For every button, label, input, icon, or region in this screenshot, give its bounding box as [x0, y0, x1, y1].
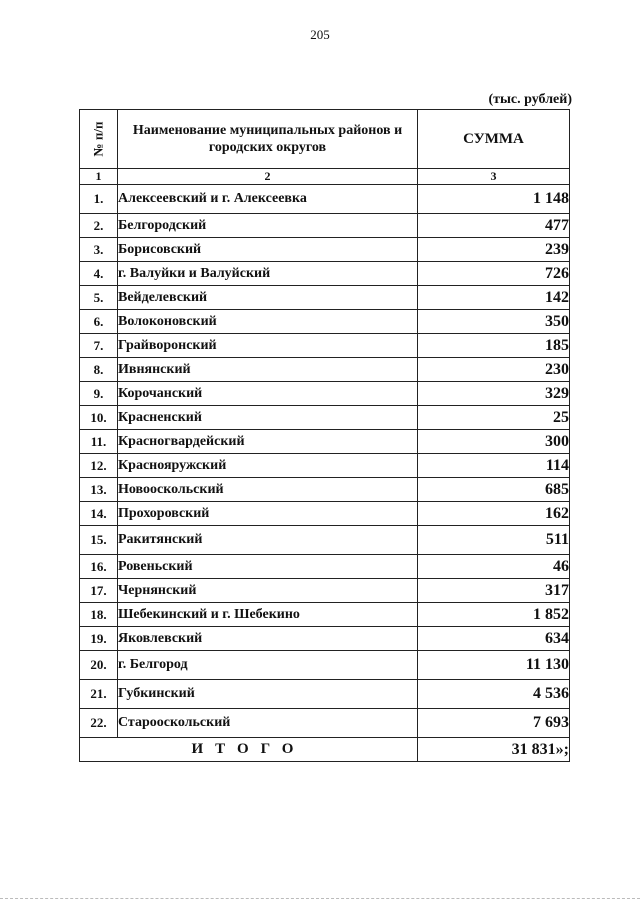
table-header-row	[80, 110, 570, 169]
row-sum: 11 130	[418, 651, 570, 680]
row-sum: 317	[418, 579, 570, 603]
row-name: Алексеевский и г. Алексеевка	[118, 185, 418, 214]
table-row	[80, 262, 570, 286]
table-row	[80, 214, 570, 238]
row-sum: 329	[418, 382, 570, 406]
table-row	[80, 579, 570, 603]
total-sum: 31 831»;	[418, 738, 570, 762]
table-row	[80, 238, 570, 262]
row-sum: 300	[418, 430, 570, 454]
table-row	[80, 502, 570, 526]
row-name: Белгородский	[118, 214, 418, 238]
row-name: г. Белгород	[118, 651, 418, 680]
row-sum: 350	[418, 310, 570, 334]
row-sum: 230	[418, 358, 570, 382]
table-row	[80, 709, 570, 738]
row-sum: 511	[418, 526, 570, 555]
row-sum: 1 148	[418, 185, 570, 214]
row-number: 20.	[80, 651, 118, 680]
header-number	[80, 110, 118, 169]
row-sum: 46	[418, 555, 570, 579]
row-name: Вейделевский	[118, 286, 418, 310]
row-sum: 114	[418, 454, 570, 478]
row-name: Новооскольский	[118, 478, 418, 502]
row-number: 8.	[80, 358, 118, 382]
row-sum: 634	[418, 627, 570, 651]
header-number-label: № п/п	[90, 121, 106, 156]
page-number: 205	[310, 27, 330, 42]
table-row	[80, 430, 570, 454]
row-number: 9.	[80, 382, 118, 406]
row-sum: 4 536	[418, 680, 570, 709]
row-number: 1.	[80, 185, 118, 214]
row-name: Грайворонский	[118, 334, 418, 358]
row-number: 22.	[80, 709, 118, 738]
row-number: 5.	[80, 286, 118, 310]
column-number: 2	[118, 169, 418, 185]
row-sum: 142	[418, 286, 570, 310]
row-name: Красненский	[118, 406, 418, 430]
row-sum: 185	[418, 334, 570, 358]
row-number: 18.	[80, 603, 118, 627]
row-number: 12.	[80, 454, 118, 478]
column-numbers-row	[80, 169, 570, 185]
table-row	[80, 627, 570, 651]
table-row	[80, 478, 570, 502]
row-number: 2.	[80, 214, 118, 238]
row-sum: 239	[418, 238, 570, 262]
row-name: Губкинский	[118, 680, 418, 709]
header-name: Наименование муниципальных районов и городских округов	[118, 110, 418, 169]
table-row	[80, 334, 570, 358]
row-name: Старооскольский	[118, 709, 418, 738]
row-number: 11.	[80, 430, 118, 454]
budget-table	[79, 109, 570, 762]
row-name: Чернянский	[118, 579, 418, 603]
row-number: 10.	[80, 406, 118, 430]
table-row	[80, 358, 570, 382]
row-sum: 1 852	[418, 603, 570, 627]
table-row	[80, 406, 570, 430]
row-sum: 685	[418, 478, 570, 502]
row-name: Красногвардейский	[118, 430, 418, 454]
row-name: Волоконовский	[118, 310, 418, 334]
row-name: Ровеньский	[118, 555, 418, 579]
table-row	[80, 310, 570, 334]
units-note: (тыс. рублей)	[488, 92, 572, 107]
total-row	[80, 738, 570, 762]
row-name: г. Валуйки и Валуйский	[118, 262, 418, 286]
row-name: Ивнянский	[118, 358, 418, 382]
table-row	[80, 185, 570, 214]
row-sum: 7 693	[418, 709, 570, 738]
table-row	[80, 382, 570, 406]
row-sum: 162	[418, 502, 570, 526]
row-sum: 477	[418, 214, 570, 238]
table-row	[80, 526, 570, 555]
row-sum: 726	[418, 262, 570, 286]
table-row	[80, 555, 570, 579]
row-sum: 25	[418, 406, 570, 430]
row-number: 17.	[80, 579, 118, 603]
table-body	[80, 185, 570, 738]
scan-edge-line	[0, 898, 640, 899]
row-number: 4.	[80, 262, 118, 286]
row-number: 19.	[80, 627, 118, 651]
row-number: 6.	[80, 310, 118, 334]
column-number: 1	[80, 169, 118, 185]
row-number: 21.	[80, 680, 118, 709]
row-name: Борисовский	[118, 238, 418, 262]
row-number: 7.	[80, 334, 118, 358]
row-name: Шебекинский и г. Шебекино	[118, 603, 418, 627]
column-number: 3	[418, 169, 570, 185]
row-name: Прохоровский	[118, 502, 418, 526]
row-name: Яковлевский	[118, 627, 418, 651]
table-row	[80, 286, 570, 310]
header-sum: СУММА	[418, 110, 570, 169]
row-number: 16.	[80, 555, 118, 579]
row-number: 3.	[80, 238, 118, 262]
table-row	[80, 454, 570, 478]
row-name: Ракитянский	[118, 526, 418, 555]
total-label: ИТОГО	[80, 738, 418, 762]
table-row	[80, 680, 570, 709]
row-number: 14.	[80, 502, 118, 526]
table-row	[80, 603, 570, 627]
row-name: Краснояружский	[118, 454, 418, 478]
row-number: 13.	[80, 478, 118, 502]
row-number: 15.	[80, 526, 118, 555]
row-name: Корочанский	[118, 382, 418, 406]
table-row	[80, 651, 570, 680]
